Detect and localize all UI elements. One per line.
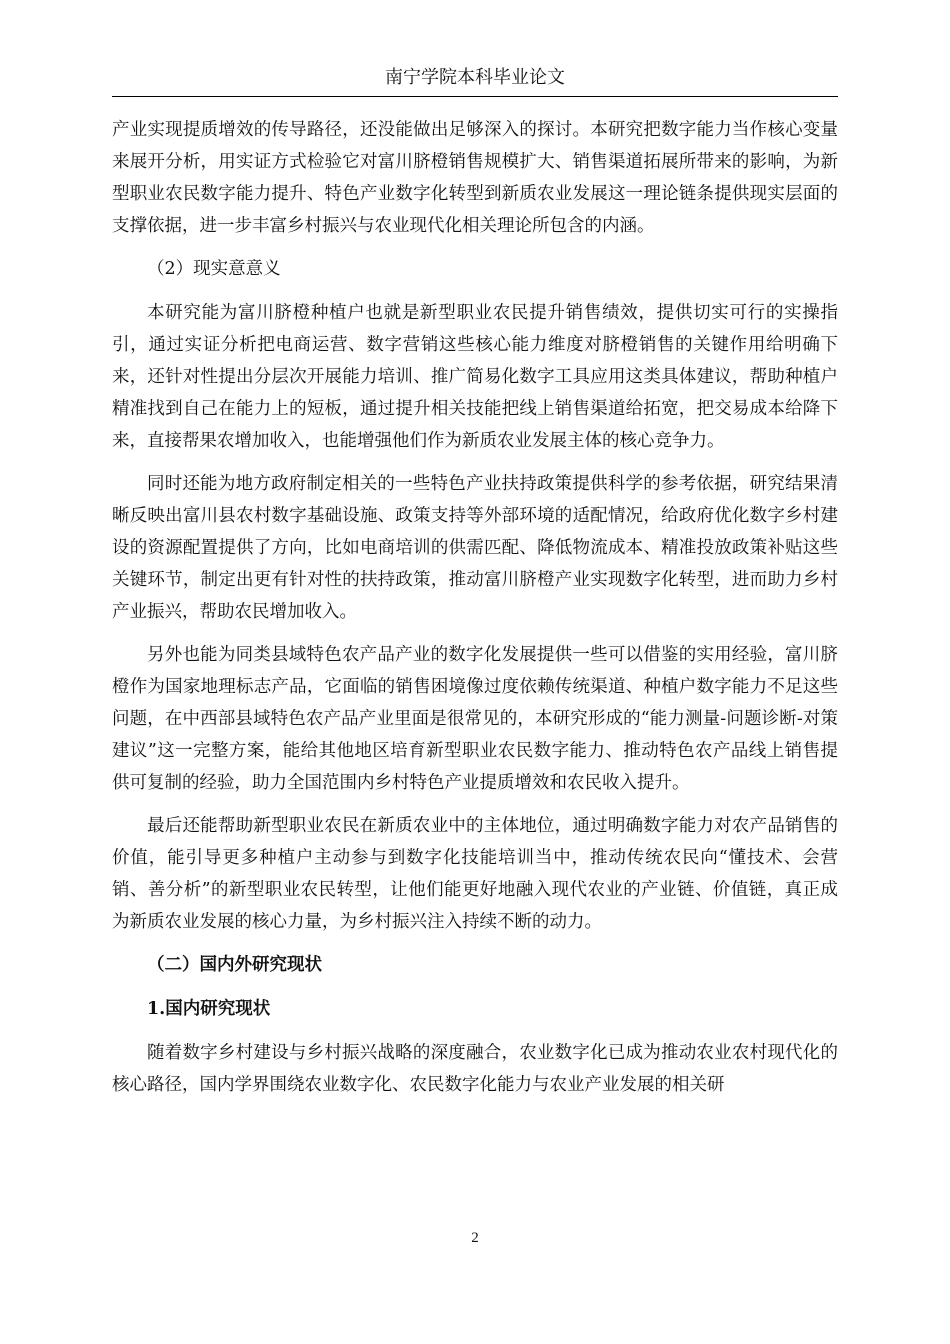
- paragraph: 另外也能为同类县域特色农产品产业的数字化发展提供一些可以借鉴的实用经验，富川脐橙作为国家地理标志产品，它面临的销售困境像过度依赖传统渠道、种植户数字能力不足这些问题，在中西部县域特色农产品产业里面是很常见的，本研究形成的“能力测量-问题诊断-对策建议”这一完整方案，能给其他地区培育新型职业农民数字能力、推动特色农产品线上销售提供可复制的经验，助力全国范围内乡村特色产业提质增效和农民收入提升。: [112, 645, 838, 793]
- section-heading: （二）国内外研究现状: [147, 955, 322, 975]
- paragraph: 本研究能为富川脐橙种植户也就是新型职业农民提升销售绩效，提供切实可行的实操指引，通过实证分析把电商运营、数字营销这些核心能力维度对脐橙销售的关键作用给明确下来，还针对性提出分层次开展能力培训、推广简易化数字工具应用这类具体建议，帮助种植户精准找到自己在能力上的短板，通过提升相关技能把线上销售渠道给拓宽，把交易成本给降下来，直接帮果农增加收入，也能增强他们作为新质农业发展主体的核心竞争力。: [112, 303, 838, 451]
- subsection-heading: 1.国内研究现状: [147, 999, 271, 1019]
- subsection-title: （2）现实意意义: [147, 259, 281, 279]
- paragraph: 产业实现提质增效的传导路径，还没能做出足够深入的探讨。本研究把数字能力当作核心变量来展开分析，用实证方式检验它对富川脐橙销售规模扩大、销售渠道拓展所带来的影响，为新型职业农民数字能力提升、特色产业数字化转型到新质农业发展这一理论链条提供现实层面的支撑依据，进一步丰富乡村振兴与农业现代化相关理论所包含的内涵。: [112, 120, 838, 236]
- paragraph: 随着数字乡村建设与乡村振兴战略的深度融合，农业数字化已成为推动农业农村现代化的核心路径，国内学界围绕农业数字化、农民数字化能力与农业产业发展的相关研: [112, 1043, 838, 1095]
- paragraph: 最后还能帮助新型职业农民在新质农业中的主体地位，通过明确数字能力对农产品销售的价值，能引导更多种植户主动参与到数字化技能培训当中，推动传统农民向“懂技术、会营销、善分析”的新型职业农民转型，让他们能更好地融入现代农业的产业链、价值链，真正成为新质农业发展的核心力量，为乡村振兴注入持续不断的动力。: [112, 816, 838, 932]
- paragraph: 同时还能为地方政府制定相关的一些特色产业扶持政策提供科学的参考依据，研究结果清晰反映出富川县农村数字基础设施、政策支持等外部环境的适配情况，给政府优化数字乡村建设的资源配置提供了方向，比如电商培训的供需匹配、降低物流成本、精准投放政策补贴这些关键环节，制定出更有针对性的扶持政策，推动富川脐橙产业实现数字化转型，进而助力乡村产业振兴，帮助农民增加收入。: [112, 474, 838, 622]
- page-number: 2: [471, 1230, 479, 1246]
- body-text: [112, 114, 838, 1112]
- page-header: [112, 60, 838, 97]
- header-title: 南宁学院本科毕业论文: [385, 67, 565, 88]
